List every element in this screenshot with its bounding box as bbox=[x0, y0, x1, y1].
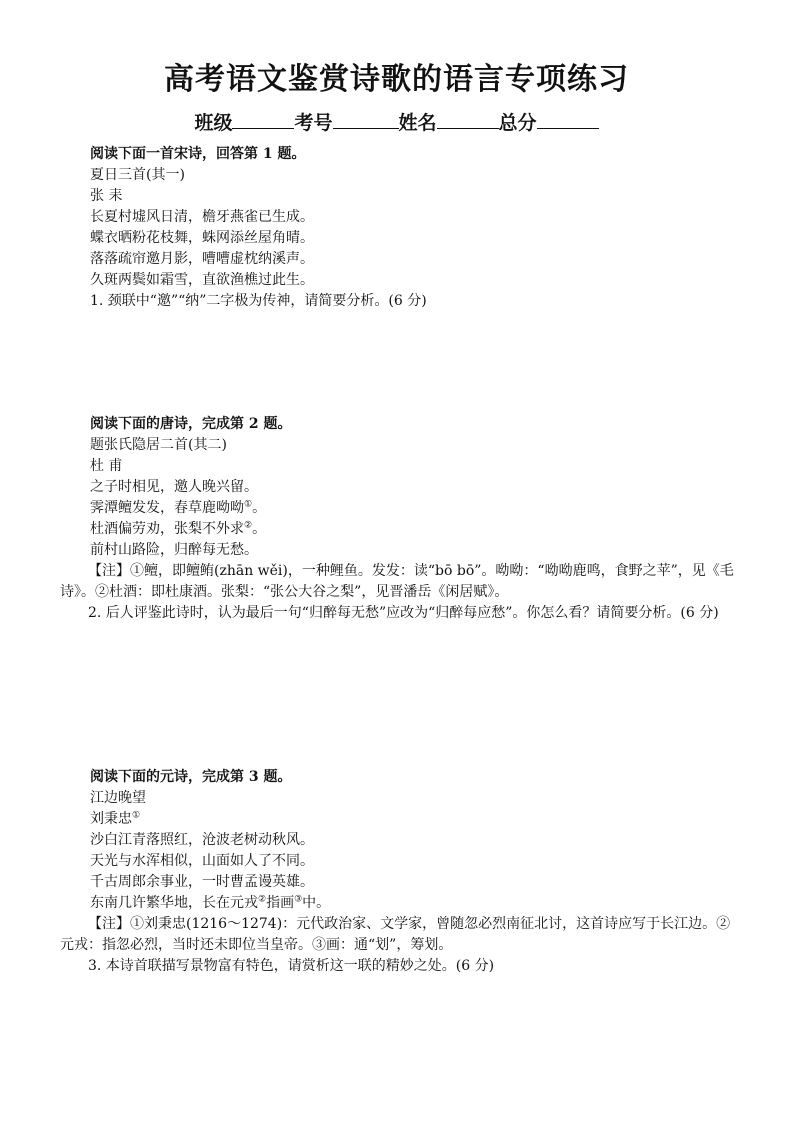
section-3 bbox=[60, 767, 740, 977]
poem-line-end: 。 bbox=[252, 521, 267, 537]
poem-line: 蝶衣晒粉花枝舞，蛛网添丝屋角晴。 bbox=[90, 230, 314, 246]
exam-number-blank[interactable] bbox=[333, 108, 399, 129]
poem-notes: 【注】①鳣，即鳣鲔(zhān wěi)，一种鲤鱼。发发：读“bō bō”。呦呦：“呦呦鹿鸣，食野之苹”，见《毛诗》。②杜酒：即杜康酒。张梨：“张公大谷之梨”，见晋潘岳《闲居赋》。 bbox=[60, 563, 734, 600]
score-blank[interactable] bbox=[537, 108, 599, 129]
poem-author: 杜 甫 bbox=[90, 458, 123, 474]
section-intro: 阅读下面一首宋诗，回答第 1 题。 bbox=[90, 146, 306, 162]
footnote-marker: ① bbox=[244, 499, 253, 510]
footnote-marker: ① bbox=[132, 810, 141, 821]
poem-line: 千古周郎余事业，一时曹孟谩英雄。 bbox=[90, 874, 314, 890]
footnote-marker: ② bbox=[244, 520, 253, 531]
poem-line: 沙白江青落照红，沧波老树动秋风。 bbox=[90, 832, 314, 848]
score-label: 总分 bbox=[498, 112, 537, 134]
poem-line: 之子时相见，邀人晚兴留。 bbox=[90, 479, 258, 495]
poem-title: 江边晚望 bbox=[90, 790, 146, 806]
poem-author: 刘秉忠 bbox=[90, 811, 132, 827]
poem-title: 题张氏隐居二首(其二) bbox=[90, 437, 227, 453]
poem-line-text: 中。 bbox=[302, 895, 331, 911]
poem-line bbox=[60, 519, 740, 540]
student-info-row bbox=[0, 108, 793, 138]
section-1 bbox=[60, 144, 740, 312]
class-blank[interactable] bbox=[232, 108, 294, 129]
page-title: 高考语文鉴赏诗歌的语言专项练习 bbox=[164, 62, 629, 97]
section-intro: 阅读下面的唐诗，完成第 2 题。 bbox=[90, 416, 292, 432]
name-label: 姓名 bbox=[398, 112, 437, 134]
footnote-marker: ② bbox=[258, 894, 267, 905]
exam-number-label: 考号 bbox=[294, 112, 333, 134]
section-intro: 阅读下面的元诗，完成第 3 题。 bbox=[90, 769, 292, 785]
poem-line: 久斑两鬓如霜雪，直欲渔樵过此生。 bbox=[90, 272, 314, 288]
question-2: 2. 后人评鉴此诗时，认为最后一句“归醉每无愁”应改为“归醉每应愁”。你怎么看？请简要分析。(6 分) bbox=[88, 605, 719, 621]
question-1: 1. 颈联中“邀”“纳”二字极为传神，请简要分析。(6 分) bbox=[90, 293, 427, 309]
name-blank[interactable] bbox=[437, 108, 499, 129]
poem-notes: 【注】①刘秉忠(1216～1274)：元代政治家、文学家，曾随忽必烈南征北讨，这首诗应写于长江边。②元戎：指忽必烈，当时还未即位当皇帝。③画：通“划”，筹划。 bbox=[60, 916, 731, 953]
poem-line bbox=[60, 893, 740, 914]
poem-line-end: 。 bbox=[252, 500, 267, 516]
poem-author: 张 耒 bbox=[90, 188, 123, 204]
poem-line: 长夏村墟风日清，檐牙燕雀已生成。 bbox=[90, 209, 314, 225]
class-label: 班级 bbox=[194, 112, 233, 134]
poem-author-line bbox=[60, 809, 740, 830]
poem-line bbox=[60, 498, 740, 519]
poem-line-text: 指画 bbox=[266, 895, 295, 911]
poem-title: 夏日三首(其一) bbox=[90, 167, 185, 183]
footnote-marker: ③ bbox=[294, 894, 303, 905]
poem-line-text: 霁潭鳣发发，春草鹿呦呦 bbox=[90, 500, 244, 516]
poem-line: 落落疏帘邀月影，嘈嘈虚枕纳溪声。 bbox=[90, 251, 314, 267]
poem-line: 天光与水浑相似，山面如人了不同。 bbox=[90, 853, 314, 869]
question-3: 3. 本诗首联描写景物富有特色，请赏析这一联的精妙之处。(6 分) bbox=[88, 958, 495, 974]
poem-line: 前村山路险，归醉每无愁。 bbox=[90, 542, 258, 558]
poem-line-text: 杜酒偏劳劝，张梨不外求 bbox=[90, 521, 244, 537]
section-2 bbox=[60, 414, 740, 624]
poem-line-text: 东南几许繁华地，长在元戎 bbox=[90, 895, 258, 911]
